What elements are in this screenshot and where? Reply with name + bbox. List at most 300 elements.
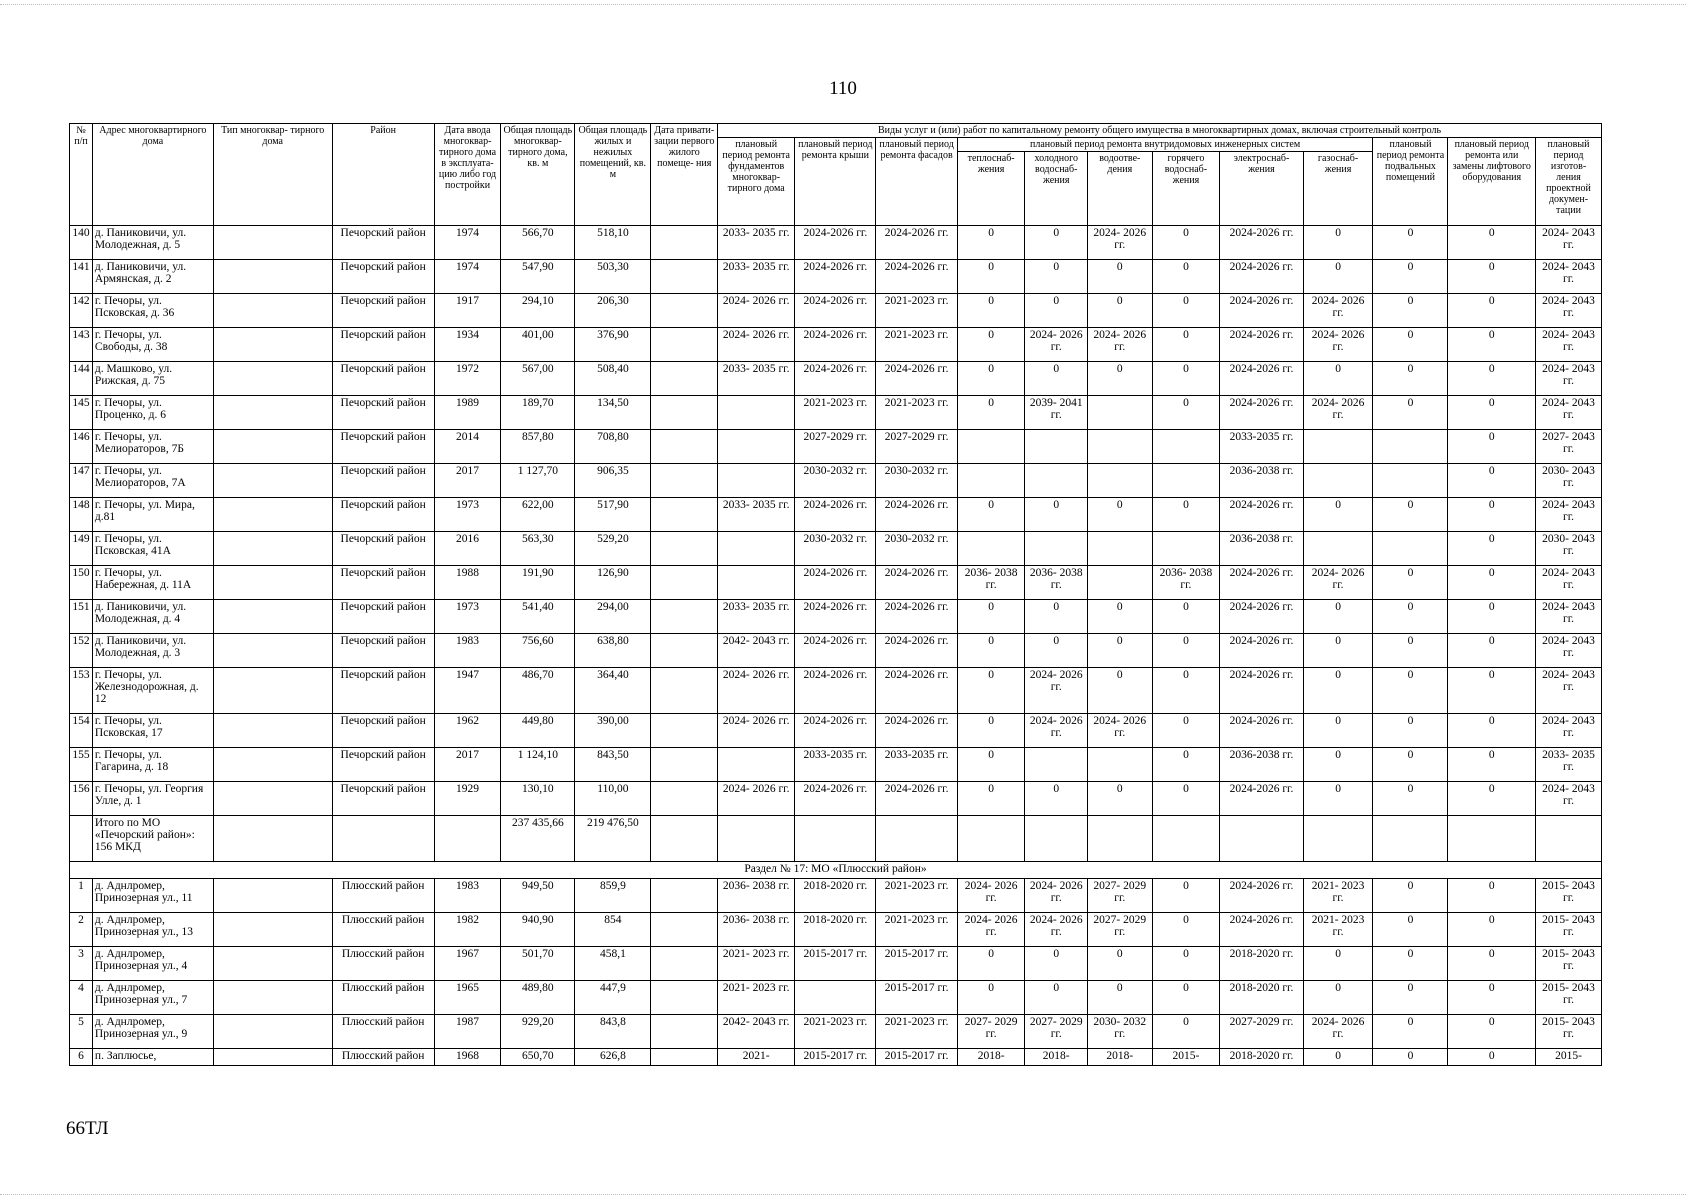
cell-basement: 0 — [1373, 879, 1448, 913]
cell-living-area: 906,35 — [575, 464, 651, 498]
cell-hot-water: 2036- 2038 гг. — [1152, 566, 1220, 600]
cell-address: г. Печоры, ул. Мелиораторов, 7А — [92, 464, 213, 498]
cell-electric: 2024-2026 гг. — [1220, 634, 1303, 668]
cell-address: д. Аднлромер, Принозерная ул., 11 — [92, 879, 213, 913]
cell-no: 140 — [70, 226, 93, 260]
cell-roof: 2024-2026 гг. — [795, 600, 876, 634]
cell-type — [213, 260, 332, 294]
cell-sewer: 2024- 2026 гг. — [1087, 714, 1152, 748]
cell-no: 148 — [70, 498, 93, 532]
cell-year: 1929 — [434, 782, 501, 816]
cell-year: 1982 — [434, 913, 501, 947]
cell-total-area: 449,80 — [501, 714, 575, 748]
cell-hot-water: 0 — [1152, 879, 1220, 913]
cell-total-area: 489,80 — [501, 981, 575, 1015]
cell-lift: 0 — [1448, 1015, 1536, 1049]
cell-living-area: 508,40 — [575, 362, 651, 396]
cell-electric: 2018-2020 гг. — [1220, 1049, 1303, 1066]
cell-cold-water: 2024- 2026 гг. — [1025, 913, 1088, 947]
col-header-address: Адрес многоквартирного дома — [92, 124, 213, 226]
cell-hot-water: 0 — [1152, 600, 1220, 634]
cell-year — [434, 816, 501, 862]
cell-electric: 2033-2035 гг. — [1220, 430, 1303, 464]
cell-foundation: 2024- 2026 гг. — [718, 294, 795, 328]
cell-design: 2030- 2043 гг. — [1536, 532, 1602, 566]
cell-roof: 2024-2026 гг. — [795, 294, 876, 328]
cell-heat: 2024- 2026 гг. — [957, 879, 1025, 913]
cell-privatization — [651, 260, 718, 294]
cell-year: 1917 — [434, 294, 501, 328]
cell-address: п. Заплюсье, — [92, 1049, 213, 1066]
cell-total-area: 622,00 — [501, 498, 575, 532]
cell-electric: 2036-2038 гг. — [1220, 464, 1303, 498]
cell-year: 2017 — [434, 464, 501, 498]
cell-sewer: 2027- 2029 гг. — [1087, 913, 1152, 947]
cell-privatization — [651, 748, 718, 782]
cell-privatization — [651, 600, 718, 634]
cell-gas: 0 — [1303, 668, 1373, 714]
cell-facade: 2024-2026 гг. — [876, 634, 957, 668]
cell-facade: 2024-2026 гг. — [876, 668, 957, 714]
cell-living-area: 294,00 — [575, 600, 651, 634]
cell-heat — [957, 816, 1025, 862]
cell-district: Печорский район — [332, 396, 434, 430]
cell-no: 155 — [70, 748, 93, 782]
cell-year: 1947 — [434, 668, 501, 714]
cell-foundation — [718, 396, 795, 430]
cell-living-area: 134,50 — [575, 396, 651, 430]
cell-no: 143 — [70, 328, 93, 362]
cell-facade: 2024-2026 гг. — [876, 714, 957, 748]
cell-roof: 2033-2035 гг. — [795, 748, 876, 782]
cell-year: 2014 — [434, 430, 501, 464]
cell-no: 2 — [70, 913, 93, 947]
cell-type — [213, 634, 332, 668]
cell-roof: 2024-2026 гг. — [795, 668, 876, 714]
cell-foundation — [718, 748, 795, 782]
cell-total-area: 486,70 — [501, 668, 575, 714]
cell-roof: 2024-2026 гг. — [795, 714, 876, 748]
cell-design: 2024- 2043 гг. — [1536, 396, 1602, 430]
cell-privatization — [651, 226, 718, 260]
cell-roof: 2024-2026 гг. — [795, 566, 876, 600]
cell-heat: 2036- 2038 гг. — [957, 566, 1025, 600]
cell-gas: 0 — [1303, 714, 1373, 748]
cell-address: д. Аднлромер, Принозерная ул., 9 — [92, 1015, 213, 1049]
cell-cold-water: 0 — [1025, 294, 1088, 328]
cell-gas: 0 — [1303, 981, 1373, 1015]
cell-gas: 2021- 2023 гг. — [1303, 913, 1373, 947]
cell-total-area: 949,50 — [501, 879, 575, 913]
cell-district: Печорский район — [332, 668, 434, 714]
cell-heat: 0 — [957, 498, 1025, 532]
col-header-heat: теплоснаб- жения — [957, 152, 1025, 226]
cell-facade: 2021-2023 гг. — [876, 879, 957, 913]
cell-gas: 0 — [1303, 1049, 1373, 1066]
cell-electric: 2024-2026 гг. — [1220, 913, 1303, 947]
table-row — [70, 1049, 1602, 1066]
cell-facade: 2021-2023 гг. — [876, 328, 957, 362]
cell-privatization — [651, 1049, 718, 1066]
cell-gas: 0 — [1303, 600, 1373, 634]
cell-year: 1972 — [434, 362, 501, 396]
cell-hot-water: 0 — [1152, 947, 1220, 981]
cell-foundation — [718, 566, 795, 600]
cell-address: г. Печоры, ул. Проценко, д. 6 — [92, 396, 213, 430]
cell-type — [213, 464, 332, 498]
cell-basement: 0 — [1373, 600, 1448, 634]
cell-no: 141 — [70, 260, 93, 294]
cell-total-area: 1 124,10 — [501, 748, 575, 782]
cell-address: г. Печоры, ул. Георгия Улле, д. 1 — [92, 782, 213, 816]
cell-facade: 2021-2023 гг. — [876, 396, 957, 430]
cell-lift: 0 — [1448, 714, 1536, 748]
cell-foundation: 2042- 2043 гг. — [718, 634, 795, 668]
cell-district: Печорский район — [332, 600, 434, 634]
cell-design: 2024- 2043 гг. — [1536, 782, 1602, 816]
cell-basement: 0 — [1373, 1015, 1448, 1049]
cell-gas: 2024- 2026 гг. — [1303, 328, 1373, 362]
col-header-design: плановый период изготов- ления проектной докумен- тации — [1536, 138, 1602, 226]
cell-design: 2024- 2043 гг. — [1536, 328, 1602, 362]
cell-sewer: 2024- 2026 гг. — [1087, 226, 1152, 260]
section-title: Раздел № 17: МО «Плюсский район» — [70, 862, 1602, 879]
cell-total-area: 566,70 — [501, 226, 575, 260]
cell-cold-water: 2024- 2026 гг. — [1025, 879, 1088, 913]
cell-district: Печорский район — [332, 748, 434, 782]
cell-no: 144 — [70, 362, 93, 396]
cell-hot-water: 0 — [1152, 396, 1220, 430]
cell-foundation — [718, 532, 795, 566]
table-row — [70, 396, 1602, 430]
cell-hot-water: 2015- — [1152, 1049, 1220, 1066]
cell-total-area: 237 435,66 — [501, 816, 575, 862]
cell-electric: 2024-2026 гг. — [1220, 668, 1303, 714]
cell-sewer: 2018- — [1087, 1049, 1152, 1066]
cell-foundation: 2021- — [718, 1049, 795, 1066]
cell-roof: 2024-2026 гг. — [795, 260, 876, 294]
cell-foundation — [718, 464, 795, 498]
cell-gas: 0 — [1303, 362, 1373, 396]
table-row — [70, 947, 1602, 981]
cell-electric: 2024-2026 гг. — [1220, 362, 1303, 396]
cell-hot-water — [1152, 464, 1220, 498]
table-row — [70, 1015, 1602, 1049]
cell-foundation: 2024- 2026 гг. — [718, 328, 795, 362]
cell-cold-water: 2024- 2026 гг. — [1025, 328, 1088, 362]
cell-sewer: 0 — [1087, 260, 1152, 294]
cell-facade: 2027-2029 гг. — [876, 430, 957, 464]
cell-foundation: 2033- 2035 гг. — [718, 226, 795, 260]
cell-basement: 0 — [1373, 782, 1448, 816]
col-header-engineering-group: плановый период ремонта внутридомовых инженерных систем — [957, 138, 1373, 152]
cell-year: 2016 — [434, 532, 501, 566]
cell-electric: 2024-2026 гг. — [1220, 566, 1303, 600]
cell-type — [213, 1049, 332, 1066]
cell-gas: 0 — [1303, 260, 1373, 294]
cell-living-area: 206,30 — [575, 294, 651, 328]
cell-facade: 2021-2023 гг. — [876, 1015, 957, 1049]
cell-electric: 2018-2020 гг. — [1220, 947, 1303, 981]
cell-sewer: 2027- 2029 гг. — [1087, 879, 1152, 913]
cell-privatization — [651, 362, 718, 396]
cell-gas: 0 — [1303, 748, 1373, 782]
cell-hot-water: 0 — [1152, 362, 1220, 396]
cell-year: 1968 — [434, 1049, 501, 1066]
cell-privatization — [651, 668, 718, 714]
cell-electric — [1220, 816, 1303, 862]
cell-cold-water: 0 — [1025, 362, 1088, 396]
cell-facade: 2030-2032 гг. — [876, 464, 957, 498]
table-row — [70, 532, 1602, 566]
cell-foundation: 2036- 2038 гг. — [718, 913, 795, 947]
cell-design: 2024- 2043 гг. — [1536, 566, 1602, 600]
cell-lift: 0 — [1448, 879, 1536, 913]
cell-heat: 0 — [957, 328, 1025, 362]
cell-district: Плюсский район — [332, 981, 434, 1015]
cell-electric: 2024-2026 гг. — [1220, 600, 1303, 634]
cell-district: Печорский район — [332, 782, 434, 816]
cell-cold-water — [1025, 816, 1088, 862]
cell-address: г. Печоры, ул. Железнодорожная, д. 12 — [92, 668, 213, 714]
cell-living-area: 843,8 — [575, 1015, 651, 1049]
cell-roof: 2015-2017 гг. — [795, 947, 876, 981]
cell-type — [213, 328, 332, 362]
cell-basement: 0 — [1373, 362, 1448, 396]
cell-electric: 2027-2029 гг. — [1220, 1015, 1303, 1049]
cell-foundation — [718, 430, 795, 464]
cell-no: 145 — [70, 396, 93, 430]
table-row — [70, 328, 1602, 362]
cell-no — [70, 816, 93, 862]
cell-facade: 2024-2026 гг. — [876, 498, 957, 532]
cell-total-area: 294,10 — [501, 294, 575, 328]
table-row — [70, 294, 1602, 328]
cell-lift: 0 — [1448, 1049, 1536, 1066]
cell-lift: 0 — [1448, 748, 1536, 782]
cell-lift: 0 — [1448, 947, 1536, 981]
cell-hot-water — [1152, 532, 1220, 566]
cell-roof: 2024-2026 гг. — [795, 782, 876, 816]
cell-total-area: 756,60 — [501, 634, 575, 668]
cell-year: 1989 — [434, 396, 501, 430]
cell-roof: 2018-2020 гг. — [795, 879, 876, 913]
cell-lift: 0 — [1448, 668, 1536, 714]
cell-cold-water: 0 — [1025, 981, 1088, 1015]
cell-hot-water — [1152, 816, 1220, 862]
cell-type — [213, 532, 332, 566]
cell-heat — [957, 464, 1025, 498]
cell-cold-water: 0 — [1025, 600, 1088, 634]
cell-address: д. Паниковичи, ул. Молодежная, д. 5 — [92, 226, 213, 260]
table-row — [70, 782, 1602, 816]
cell-privatization — [651, 498, 718, 532]
cell-type — [213, 816, 332, 862]
cell-cold-water: 0 — [1025, 226, 1088, 260]
cell-hot-water: 0 — [1152, 913, 1220, 947]
cell-lift: 0 — [1448, 328, 1536, 362]
cell-design: 2015- 2043 гг. — [1536, 913, 1602, 947]
cell-total-area: 501,70 — [501, 947, 575, 981]
table-row — [70, 260, 1602, 294]
cell-total-area: 929,20 — [501, 1015, 575, 1049]
cell-address: Итого по МО «Печорский район»: 156 МКД — [92, 816, 213, 862]
cell-sewer — [1087, 430, 1152, 464]
col-header-no: № п/п — [70, 124, 93, 226]
cell-gas: 2024- 2026 гг. — [1303, 566, 1373, 600]
cell-heat: 0 — [957, 362, 1025, 396]
footer-code: 66ТЛ — [66, 1118, 109, 1139]
cell-gas: 0 — [1303, 947, 1373, 981]
cell-hot-water: 0 — [1152, 328, 1220, 362]
cell-sewer — [1087, 532, 1152, 566]
cell-year: 1983 — [434, 879, 501, 913]
cell-lift: 0 — [1448, 464, 1536, 498]
cell-type — [213, 668, 332, 714]
cell-electric: 2024-2026 гг. — [1220, 714, 1303, 748]
cell-address: д. Аднлромер, Принозерная ул., 7 — [92, 981, 213, 1015]
cell-total-area: 547,90 — [501, 260, 575, 294]
cell-type — [213, 913, 332, 947]
table-row — [70, 913, 1602, 947]
cell-design: 2024- 2043 гг. — [1536, 294, 1602, 328]
cell-total-area: 189,70 — [501, 396, 575, 430]
cell-roof: 2015-2017 гг. — [795, 1049, 876, 1066]
cell-heat: 2018- — [957, 1049, 1025, 1066]
cell-living-area: 529,20 — [575, 532, 651, 566]
cell-basement: 0 — [1373, 634, 1448, 668]
cell-living-area: 126,90 — [575, 566, 651, 600]
cell-design: 2024- 2043 гг. — [1536, 600, 1602, 634]
section-row — [70, 862, 1602, 879]
cell-type — [213, 294, 332, 328]
cell-gas: 2024- 2026 гг. — [1303, 1015, 1373, 1049]
cell-living-area: 110,00 — [575, 782, 651, 816]
col-header-services-group: Виды услуг и (или) работ по капитальному ремонту общего имущества в многоквартирных домах, включая строительный контроль — [718, 124, 1602, 138]
cell-type — [213, 981, 332, 1015]
cell-sewer: 2030- 2032 гг. — [1087, 1015, 1152, 1049]
cell-electric: 2036-2038 гг. — [1220, 532, 1303, 566]
cell-year: 1973 — [434, 600, 501, 634]
cell-lift: 0 — [1448, 430, 1536, 464]
cell-cold-water: 0 — [1025, 634, 1088, 668]
cell-electric: 2024-2026 гг. — [1220, 294, 1303, 328]
cell-lift: 0 — [1448, 913, 1536, 947]
cell-basement: 0 — [1373, 328, 1448, 362]
table-row — [70, 566, 1602, 600]
cell-type — [213, 879, 332, 913]
cell-facade: 2021-2023 гг. — [876, 913, 957, 947]
cell-foundation: 2042- 2043 гг. — [718, 1015, 795, 1049]
cell-living-area: 626,8 — [575, 1049, 651, 1066]
table-row — [70, 226, 1602, 260]
cell-no: 156 — [70, 782, 93, 816]
cell-district: Плюсский район — [332, 913, 434, 947]
cell-cold-water: 2024- 2026 гг. — [1025, 714, 1088, 748]
table-row — [70, 600, 1602, 634]
col-header-type: Тип многоквар- тирного дома — [213, 124, 332, 226]
cell-heat — [957, 532, 1025, 566]
cell-basement: 0 — [1373, 748, 1448, 782]
cell-address: д. Паниковичи, ул. Армянская, д. 2 — [92, 260, 213, 294]
cell-roof: 2024-2026 гг. — [795, 362, 876, 396]
cell-no: 150 — [70, 566, 93, 600]
cell-hot-water: 0 — [1152, 1015, 1220, 1049]
cell-year: 1988 — [434, 566, 501, 600]
cell-district: Плюсский район — [332, 947, 434, 981]
cell-basement — [1373, 816, 1448, 862]
page-number: 110 — [829, 78, 857, 99]
col-header-sewer: водоотве- дения — [1087, 152, 1152, 226]
cell-lift: 0 — [1448, 566, 1536, 600]
cell-cold-water: 2024- 2026 гг. — [1025, 668, 1088, 714]
cell-type — [213, 600, 332, 634]
cell-lift: 0 — [1448, 260, 1536, 294]
cell-basement: 0 — [1373, 668, 1448, 714]
cell-total-area: 650,70 — [501, 1049, 575, 1066]
cell-district: Печорский район — [332, 566, 434, 600]
cell-design: 2024- 2043 гг. — [1536, 362, 1602, 396]
table-row — [70, 879, 1602, 913]
cell-living-area: 447,9 — [575, 981, 651, 1015]
cell-address: д. Аднлромер, Принозерная ул., 4 — [92, 947, 213, 981]
cell-living-area: 843,50 — [575, 748, 651, 782]
cell-basement — [1373, 430, 1448, 464]
col-header-electric: электроснаб- жения — [1220, 152, 1303, 226]
cell-living-area: 390,00 — [575, 714, 651, 748]
cell-district: Печорский район — [332, 294, 434, 328]
cell-district: Печорский район — [332, 260, 434, 294]
cell-foundation: 2024- 2026 гг. — [718, 714, 795, 748]
cell-cold-water: 2036- 2038 гг. — [1025, 566, 1088, 600]
cell-address: д. Аднлромер, Принозерная ул., 13 — [92, 913, 213, 947]
cell-address: г. Печоры, ул. Псковская, 41А — [92, 532, 213, 566]
cell-electric: 2024-2026 гг. — [1220, 260, 1303, 294]
cell-electric: 2024-2026 гг. — [1220, 226, 1303, 260]
cell-no: 146 — [70, 430, 93, 464]
cell-type — [213, 498, 332, 532]
cell-electric: 2024-2026 гг. — [1220, 328, 1303, 362]
table-row — [70, 668, 1602, 714]
cell-living-area: 503,30 — [575, 260, 651, 294]
cell-living-area: 518,10 — [575, 226, 651, 260]
cell-roof: 2024-2026 гг. — [795, 328, 876, 362]
cell-no: 151 — [70, 600, 93, 634]
cell-district: Печорский район — [332, 634, 434, 668]
cell-heat: 0 — [957, 600, 1025, 634]
cell-lift: 0 — [1448, 498, 1536, 532]
cell-total-area: 567,00 — [501, 362, 575, 396]
cell-foundation: 2033- 2035 гг. — [718, 362, 795, 396]
cell-cold-water: 0 — [1025, 260, 1088, 294]
col-header-facade: плановый период ремонта фасадов — [876, 138, 957, 226]
cell-type — [213, 782, 332, 816]
col-header-commission: Дата ввода многоквар- тирного дома в эксплуата- цию либо год постройки — [434, 124, 501, 226]
table-row — [70, 498, 1602, 532]
table-row — [70, 464, 1602, 498]
cell-district: Печорский район — [332, 714, 434, 748]
cell-sewer: 0 — [1087, 362, 1152, 396]
cell-facade: 2015-2017 гг. — [876, 1049, 957, 1066]
cell-facade: 2024-2026 гг. — [876, 226, 957, 260]
cell-privatization — [651, 294, 718, 328]
cell-lift: 0 — [1448, 226, 1536, 260]
cell-address: г. Печоры, ул. Мира, д.81 — [92, 498, 213, 532]
col-header-privatization: Дата привати- зации первого жилого помеще- ния — [651, 124, 718, 226]
cell-sewer: 0 — [1087, 947, 1152, 981]
cell-sewer: 0 — [1087, 668, 1152, 714]
cell-lift: 0 — [1448, 782, 1536, 816]
